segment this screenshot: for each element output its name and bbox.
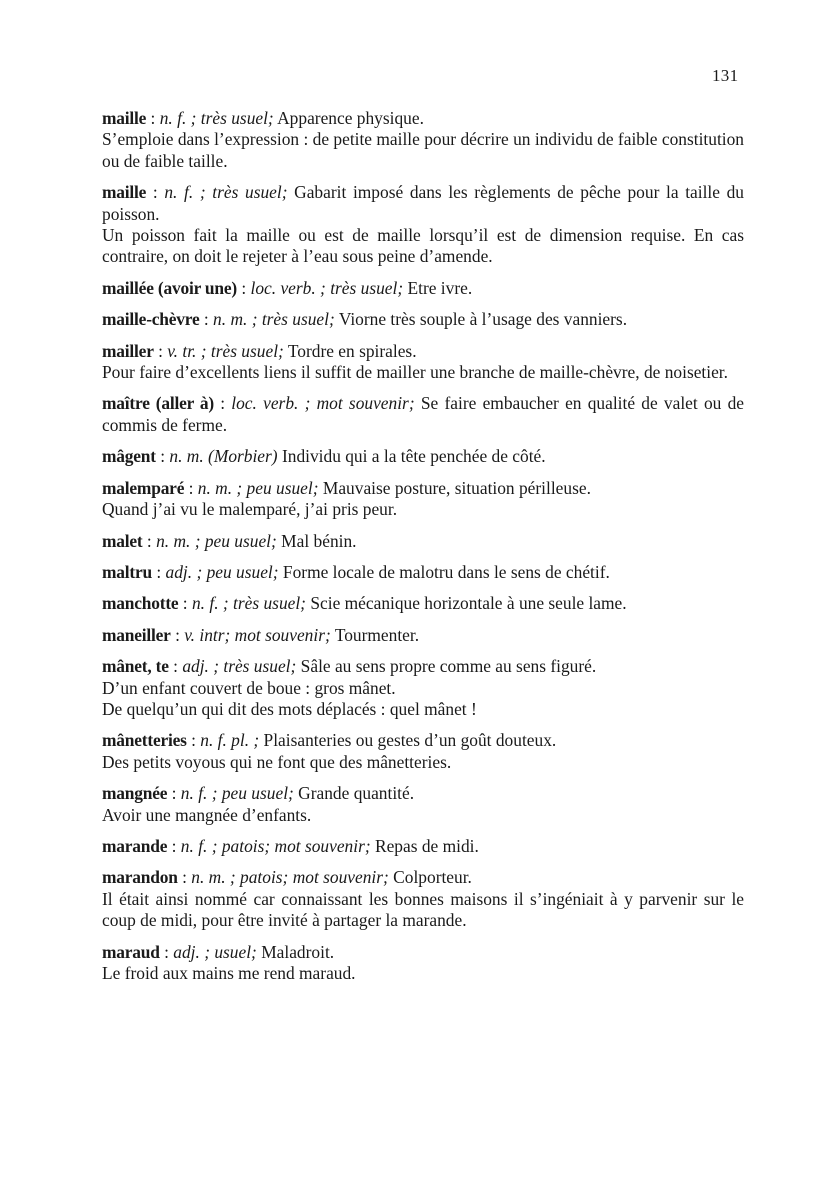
definition: Gabarit imposé dans les règlements de pêche pour la taille du poisson. [102, 182, 744, 224]
headword: malemparé [102, 477, 185, 498]
grammar-label: n. f. pl. ; [200, 730, 260, 751]
entry-main-line: mâgent : n. m. (Morbier) Individu qui a la tête penchée de côté. [102, 446, 546, 467]
headword: mânetteries [102, 730, 187, 751]
headword: marande [102, 835, 168, 856]
entry-main-line: maître (aller à) : loc. verb. ; mot souvenir; Se faire embaucher en qualité de valet ou de commis de ferme. [102, 393, 745, 435]
dictionary-entry [102, 783, 744, 826]
usage-example: Quand j’ai vu le malemparé, j’ai pris peur. [102, 499, 398, 520]
definition: Mauvaise posture, situation périlleuse. [322, 477, 591, 498]
definition: Plaisanteries ou gestes d’un goût douteux. [263, 730, 557, 751]
dictionary-entry [102, 309, 744, 330]
dictionary-entry [102, 562, 744, 583]
definition: Tourmenter. [334, 624, 420, 645]
dictionary-entry [102, 625, 744, 646]
grammar-label: n. m. ; patois; mot souvenir; [191, 867, 389, 888]
definition: Apparence physique. [277, 108, 424, 128]
definition: Sâle au sens propre comme au sens figuré. [300, 656, 597, 677]
grammar-label: adj. ; peu usuel; [165, 561, 279, 582]
dictionary-entry [102, 942, 744, 985]
definition: Repas de midi. [374, 835, 479, 856]
entry-main-line: marandon : n. m. ; patois; mot souvenir; Colporteur. [102, 867, 472, 888]
dictionary-entry [102, 478, 744, 521]
usage-example: Un poisson fait la maille ou est de maille lorsqu’il est de dimension requise. En cas contraire, on doit le rejeter à l’eau sous peine d’amende. [102, 225, 744, 267]
grammar-label: adj. ; très usuel; [182, 656, 297, 677]
definition: Viorne très souple à l’usage des vanniers. [338, 309, 628, 330]
grammar-label: loc. verb. ; mot souvenir; [231, 393, 415, 414]
usage-example: Il était ainsi nommé car connaissant les bonnes maisons il s’ingéniait à y parvenir sur le coup de midi, pour être invité à partager la marande. [102, 888, 744, 931]
grammar-label: n. f. ; très usuel; [164, 182, 288, 203]
entry-main-line: manchotte : n. f. ; très usuel; Scie mécanique horizontale à une seule lame. [102, 593, 627, 614]
definition: Etre ivre. [407, 277, 473, 298]
usage-example: S’emploie dans l’expression : de petite maille pour décrire un individu de faible constitution ou de faible taille. [102, 129, 744, 171]
usage-example: Des petits voyous qui ne font que des mânetteries. [102, 751, 452, 772]
headword: mânet, te [102, 656, 169, 677]
grammar-label: n. m. ; peu usuel; [156, 530, 277, 551]
dictionary-entries [102, 108, 744, 994]
page-number: 131 [712, 66, 739, 85]
entry-main-line: maille : n. f. ; très usuel; Gabarit imposé dans les règlements de pêche pour la taille du poisson. [102, 182, 744, 224]
dictionary-entry [102, 341, 744, 384]
headword: maneiller [102, 624, 171, 645]
entry-main-line: maraud : adj. ; usuel; Maladroit. [102, 941, 335, 962]
headword: maillée (avoir une) [102, 277, 237, 298]
grammar-label: adj. ; usuel; [173, 941, 257, 962]
headword: maraud [102, 941, 160, 962]
usage-example: Pour faire d’excellents liens il suffit de mailler une branche de maille-chèvre, de noisetier. [102, 362, 728, 383]
definition: Scie mécanique horizontale à une seule lame. [310, 593, 627, 614]
usage-example: Avoir une mangnée d’enfants. [102, 804, 312, 825]
definition: Mal bénin. [281, 530, 357, 551]
entry-main-line: mânet, te : adj. ; très usuel; Sâle au sens propre comme au sens figuré. [102, 656, 597, 677]
headword: maille-chèvre [102, 309, 200, 330]
entry-main-line: mangnée : n. f. ; peu usuel; Grande quantité. [102, 783, 415, 804]
definition: Maladroit. [261, 941, 335, 962]
headword: malet [102, 530, 143, 551]
definition: Se faire embaucher en qualité de valet ou de commis de ferme. [102, 393, 745, 435]
headword: mâgent [102, 446, 156, 467]
grammar-label: n. m. ; très usuel; [213, 309, 335, 330]
grammar-label: n. f. ; très usuel; [191, 593, 306, 614]
entry-main-line: malemparé : n. m. ; peu usuel; Mauvaise posture, situation périlleuse. [102, 477, 591, 498]
definition: Grande quantité. [298, 783, 415, 804]
headword: maltru [102, 561, 152, 582]
usage-example: D’un enfant couvert de boue : gros mânet. [102, 677, 396, 698]
definition: Tordre en spirales. [287, 340, 417, 361]
entry-main-line: mailler : v. tr. ; très usuel; Tordre en spirales. [102, 340, 417, 361]
dictionary-entry [102, 656, 744, 720]
entry-main-line: maneiller : v. intr; mot souvenir; Tourmenter. [102, 624, 420, 645]
grammar-label: v. tr. ; très usuel; [167, 340, 284, 361]
dictionary-entry [102, 730, 744, 773]
dictionary-entry [102, 531, 744, 552]
entry-main-line: maille : n. f. ; très usuel; Apparence physique. [102, 108, 424, 128]
headword: maille [102, 182, 147, 203]
definition: Colporteur. [393, 867, 472, 888]
dictionary-entry [102, 836, 744, 857]
headword: manchotte [102, 593, 179, 614]
entry-main-line: maltru : adj. ; peu usuel; Forme locale de malotru dans le sens de chétif. [102, 561, 610, 582]
dictionary-entry [102, 446, 744, 467]
headword: marandon [102, 867, 178, 888]
grammar-label: n. f. ; peu usuel; [180, 783, 294, 804]
headword: mailler [102, 340, 154, 361]
headword: maître (aller à) [102, 393, 214, 414]
grammar-label: loc. verb. ; très usuel; [250, 277, 404, 298]
entry-main-line: marande : n. f. ; patois; mot souvenir; Repas de midi. [102, 835, 479, 856]
definition: Forme locale de malotru dans le sens de chétif. [282, 561, 610, 582]
headword: maille [102, 108, 147, 128]
dictionary-entry [102, 593, 744, 614]
usage-example: Le froid aux mains me rend maraud. [102, 963, 356, 983]
dictionary-entry [102, 182, 744, 268]
grammar-label: n. f. ; très usuel; [159, 108, 274, 128]
entry-main-line: maillée (avoir une) : loc. verb. ; très usuel; Etre ivre. [102, 277, 473, 298]
entry-main-line: mânetteries : n. f. pl. ; Plaisanteries ou gestes d’un goût douteux. [102, 730, 557, 751]
dictionary-entry [102, 867, 744, 931]
grammar-label: v. intr; mot souvenir; [184, 624, 331, 645]
grammar-label: n. m. (Morbier) [169, 446, 278, 467]
dictionary-entry [102, 108, 744, 172]
entry-main-line: maille-chèvre : n. m. ; très usuel; Viorne très souple à l’usage des vanniers. [102, 309, 628, 330]
grammar-label: n. m. ; peu usuel; [197, 477, 319, 498]
definition: Individu qui a la tête penchée de côté. [281, 446, 546, 467]
grammar-label: n. f. ; patois; mot souvenir; [180, 835, 371, 856]
headword: mangnée [102, 783, 168, 804]
usage-example-2: De quelqu’un qui dit des mots déplacés : quel mânet ! [102, 698, 477, 719]
entry-main-line: malet : n. m. ; peu usuel; Mal bénin. [102, 530, 357, 551]
dictionary-entry [102, 393, 744, 436]
dictionary-entry [102, 278, 744, 299]
